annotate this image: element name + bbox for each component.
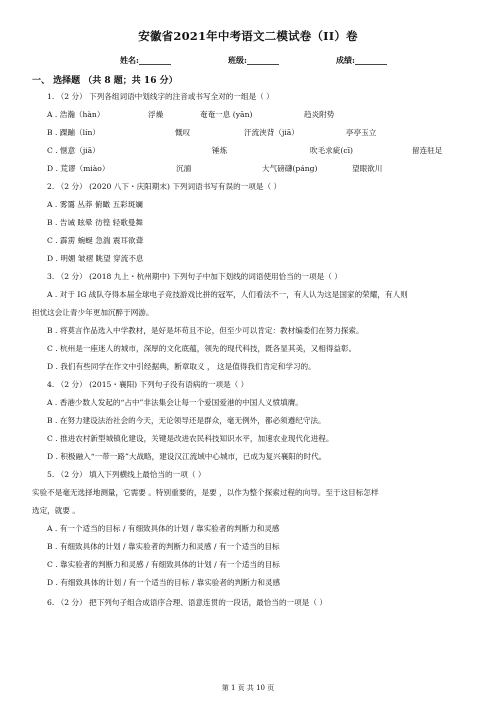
q3-option-d: D . 我们有些同学在作文中引经据典，断章取义 ， 这是值得我们肯定和学习的。 <box>47 362 316 371</box>
q5-passage-line2: 选定，就要 。 <box>32 506 80 515</box>
q3-option-b: B . 将莫言作品选入中学教材，是好是坏苟且不论，但至少可以肯定：教材编委们在努力探索。 <box>47 326 364 335</box>
q5-option-d: D . 有细致具体的计划 / 有一个适当的目标 / 靠实验者的判断力和灵感 <box>47 578 281 587</box>
q6-stem: 6. （2 分） 把下列句子组合成语序合理、语意连贯的一段话，最恰当的一项是（ ） <box>47 598 327 607</box>
q5-option-b: B . 有细致具体的计划 / 靠实验者的判断力和灵感 / 有一个适当的目标 <box>47 542 280 551</box>
q1-option-a-3: 奄奄一息 (yān) <box>200 110 253 119</box>
q1-option-d-1: D . 荒谬（miào） <box>47 164 110 173</box>
q3-option-a-line2: 担忧这会让青少年更加沉醉于网游。 <box>32 308 154 317</box>
q3-option-c: C . 杭州是一座迷人的城市，深厚的文化底蕴，领先的现代科技，既各显其美，又相得益彰。 <box>47 344 357 353</box>
q1-option-c-4: 留连驻足 <box>412 146 443 155</box>
page-title: 安徽省2021年中考语文二模试卷（II）卷 <box>138 29 358 43</box>
q4-option-a: A . 香港少数人发起的“占中”非法集会让每一个爱国爱港的中国人义愤填膺。 <box>47 398 303 407</box>
q5-passage-line1: 实验不是毫无选择地测量，它需要 。特别重要的，是要 ，以作为整个探索过程的向导。至于这目标怎样 <box>32 488 379 497</box>
q1-option-c-3: 吹毛求疵(cī) <box>310 146 353 155</box>
q2-option-c: C . 霹雳 蜿蜒 急湍 震耳欲聋 <box>47 236 144 245</box>
q1-option-a-1: A . 浩瀚（hàn） <box>47 110 105 119</box>
page-footer: 第 1 页 共 10 页 <box>221 684 275 692</box>
q4-option-d: D . 积极融入“一带一路”大战略，建设汉江流域中心城市，已成为复兴襄阳的时代。 <box>47 452 327 461</box>
q2-option-d: D . 明媚 皱褶 眺望 穿流不息 <box>47 254 144 263</box>
q1-option-b-1: B . 踝蹦（lín） <box>47 128 100 137</box>
section-heading: 一、 选择题 （共 8 题；共 16 分） <box>32 76 178 86</box>
class-field: 班级:________ <box>228 55 279 65</box>
q1-option-d-3: 大气磅礴(páng) <box>262 164 318 173</box>
q4-option-c: C . 推进农村新型城镇化建设，关键是改进农民科技知识水平，加速农业现代化进程。 <box>47 434 334 443</box>
q1-option-d-4: 望眼欲川 <box>352 164 383 173</box>
q3-stem: 3. （2 分） (2018 九上・杭州期中) 下列句子中加下划线的词语使用恰当的一项是（ ） <box>47 272 342 281</box>
q1-option-c-1: C . 惬意（jiā） <box>47 146 100 155</box>
score-field: 成绩:________ <box>336 55 387 65</box>
q2-stem: 2. （2 分） (2020 八下・庆阳期末) 下列词语书写有误的一项是（ ） <box>47 182 282 191</box>
name-field: 姓名:________ <box>120 55 171 65</box>
q4-stem: 4. （2 分） (2015・襄阳) 下列句子没有语病的一项是（ ） <box>47 380 249 389</box>
q1-option-a-4: 趋炎附势 <box>304 110 335 119</box>
q3-option-a-line1: A . 对于 IG 战队夺得本届全球电子竞技游戏比拼的冠军，人们看法不一，有人认为这是国家的荣耀，有人则 <box>47 290 408 299</box>
q5-stem: 5. （2 分） 填入下列横线上最恰当的一项（ ） <box>47 470 206 479</box>
q1-option-a-2: 浮燥 <box>148 110 164 119</box>
q1-stem: 1. （2 分） 下列各组词语中划线字的注音或书写全对的一组是（ ） <box>47 92 274 101</box>
q2-option-a: A . 雾霭 丛莽 俯瞰 五彩斑斓 <box>47 200 143 209</box>
q5-option-c: C . 靠实验者的判断力和灵感 / 有细致具体的计划 / 有一个适当的目标 <box>47 560 280 569</box>
q5-option-a: A . 有一个适当的目标 / 有细致具体的计划 / 靠实验者的判断力和灵感 <box>47 524 280 533</box>
q1-option-d-2: 沉湎 <box>176 164 192 173</box>
q4-option-b: B . 在努力建设法治社会的今天，无论领导还是群众，毫无例外，都必须遵纪守法。 <box>47 416 326 425</box>
q1-option-b-2: 慨叹 <box>175 128 191 137</box>
q2-option-b: B . 告诫 眩晕 彷徨 轻歌曼舞 <box>47 218 143 227</box>
q1-option-b-4: 亭亭玉立 <box>346 128 377 137</box>
q1-option-b-3: 汗流浃背（jiā） <box>244 128 299 137</box>
q1-option-c-2: 锤炼 <box>212 146 228 155</box>
